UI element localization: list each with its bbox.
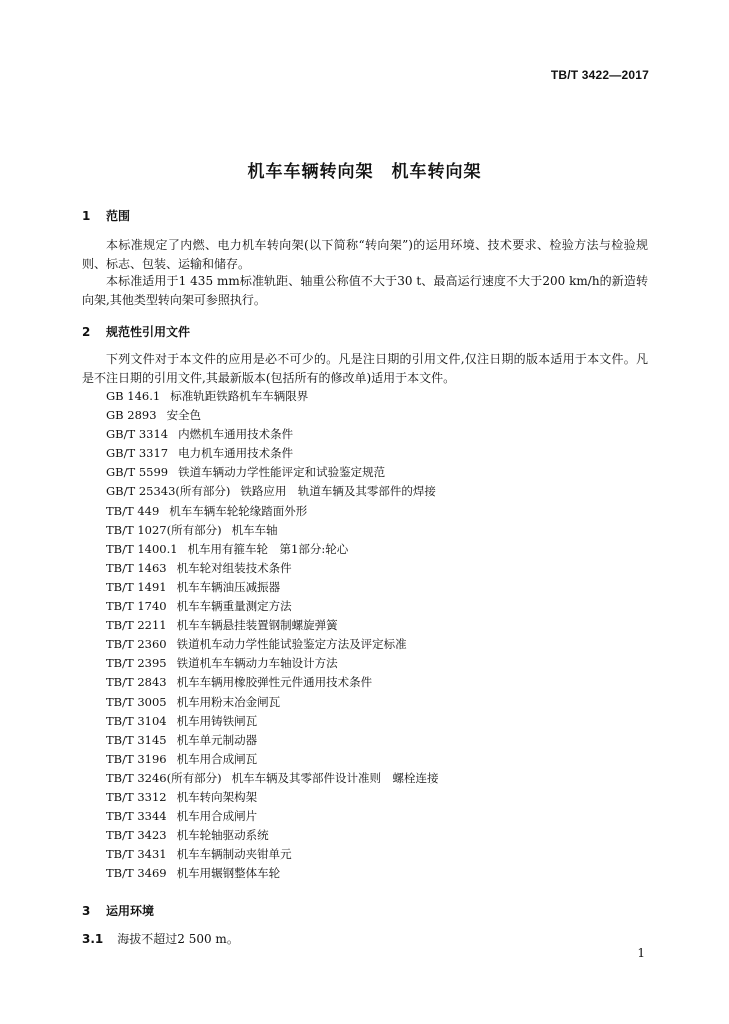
page-number: 1	[637, 946, 645, 960]
reference-code: GB 146.1	[106, 389, 161, 403]
reference-title: 机车单元制动器	[176, 732, 258, 747]
reference-title: 铁路应用 轨道车辆及其零部件的焊接	[240, 484, 436, 499]
reference-code: TB/T 3005	[106, 694, 167, 709]
reference-title: 机车车辆用橡胶弹性元件通用技术条件	[176, 675, 373, 690]
reference-item	[106, 616, 646, 635]
reference-title: 铁道机车动力学性能试验鉴定方法及评定标准	[176, 637, 407, 652]
section-number: 2	[82, 325, 91, 339]
reference-title: 标准轨距铁路机车车辆限界	[170, 389, 309, 403]
reference-code: GB/T 3314	[106, 427, 169, 442]
clause-3-1	[82, 930, 239, 947]
reference-code: TB/T 1463	[106, 560, 167, 575]
section-number: 3	[82, 904, 91, 918]
reference-item	[106, 731, 646, 750]
section-2-heading	[82, 323, 190, 340]
section-number: 1	[82, 209, 91, 223]
reference-title: 机车用辗钢整体车轮	[176, 866, 281, 881]
reference-code: TB/T 3246(所有部分)	[106, 770, 222, 785]
reference-item	[106, 864, 646, 883]
reference-title: 机车转向架构架	[176, 789, 258, 804]
reference-title: 机车用粉末冶金闸瓦	[176, 694, 281, 709]
reference-title: 安全色	[166, 408, 202, 423]
reference-code: TB/T 449	[106, 503, 160, 518]
section-3-heading	[82, 902, 154, 919]
clause-text: 海拔不超过2 500 m。	[117, 932, 239, 946]
reference-code: TB/T 1491	[106, 579, 167, 594]
reference-item	[106, 635, 646, 654]
reference-item	[106, 444, 646, 463]
reference-code: GB/T 3317	[106, 446, 169, 461]
reference-title: 铁道机车车辆动力车轴设计方法	[176, 656, 338, 671]
reference-item	[106, 750, 646, 769]
reference-item	[106, 578, 646, 597]
section-1-heading	[82, 207, 130, 224]
section-title: 运用环境	[106, 904, 155, 918]
reference-code: TB/T 3104	[106, 713, 167, 728]
reference-title: 机车用有箍车轮 第1部分:轮心	[187, 541, 349, 556]
document-title: 机车车辆转向架 机车转向架	[247, 162, 482, 182]
reference-title: 机车轮对组装技术条件	[176, 560, 292, 575]
reference-item	[106, 712, 646, 731]
clause-number: 3.1	[82, 932, 104, 946]
reference-code: TB/T 2211	[106, 618, 167, 633]
reference-item	[106, 425, 646, 444]
reference-code: TB/T 2360	[106, 637, 167, 652]
reference-title: 内燃机车通用技术条件	[178, 427, 294, 442]
reference-title: 机车用合成闸瓦	[176, 751, 258, 766]
section-title: 规范性引用文件	[106, 325, 191, 339]
reference-title: 机车车辆重量测定方法	[176, 599, 292, 614]
reference-code: TB/T 3312	[106, 789, 167, 804]
reference-code: TB/T 2395	[106, 656, 167, 671]
reference-code: TB/T 3145	[106, 732, 167, 747]
reference-item	[106, 597, 646, 616]
section-title: 范围	[106, 209, 131, 223]
reference-code: GB/T 5599	[106, 465, 169, 480]
reference-code: TB/T 2843	[106, 675, 167, 690]
reference-item	[106, 769, 646, 788]
reference-item	[106, 463, 646, 482]
reference-item	[106, 673, 646, 692]
scope-paragraph-1: 本标准规定了内燃、电力机车转向架(以下简称“转向架”)的运用环境、技术要求、检验方法与检验规则、标志、包装、运输和储存。	[82, 238, 648, 271]
reference-item	[106, 540, 646, 559]
reference-item	[106, 845, 646, 864]
reference-item	[106, 521, 646, 540]
reference-code: TB/T 1027(所有部分)	[106, 522, 222, 537]
reference-item	[106, 559, 646, 578]
reference-title: 机车车轴	[231, 522, 278, 537]
reference-code: TB/T 3196	[106, 751, 167, 766]
reference-code: TB/T 1740	[106, 599, 167, 614]
reference-code: TB/T 1400.1	[106, 541, 178, 556]
reference-code: TB/T 3423	[106, 828, 167, 843]
reference-item	[106, 693, 646, 712]
reference-item	[106, 807, 646, 826]
reference-code: TB/T 3344	[106, 809, 167, 824]
normative-intro: 下列文件对于本文件的应用是必不可少的。凡是注日期的引用文件,仅注日期的版本适用于本文件。凡是不注日期的引用文件,其最新版本(包括所有的修改单)适用于本文件。	[82, 352, 648, 385]
scope-paragraph-2: 本标准适用于1 435 mm标准轨距、轴重公称值不大于30 t、最高运行速度不大于200 km/h的新造转向架,其他类型转向架可参照执行。	[82, 274, 648, 307]
reference-title: 机车车辆油压减振器	[176, 579, 281, 594]
reference-title: 机车轮轴驱动系统	[176, 828, 269, 843]
reference-code: GB 2893	[106, 408, 157, 423]
reference-code: GB/T 25343(所有部分)	[106, 484, 231, 499]
reference-title: 机车用铸铁闸瓦	[176, 713, 258, 728]
reference-title: 电力机车通用技术条件	[178, 446, 294, 461]
reference-title: 机车车辆车轮轮缘踏面外形	[169, 503, 308, 518]
reference-code: TB/T 3431	[106, 847, 167, 862]
document-code: TB/T 3422—2017	[550, 68, 649, 82]
reference-item	[106, 826, 646, 845]
reference-list	[106, 387, 646, 883]
reference-title: 机车车辆悬挂装置钢制螺旋弹簧	[176, 618, 338, 633]
reference-item	[106, 482, 646, 501]
reference-item	[106, 788, 646, 807]
reference-title: 机车车辆及其零部件设计准则 螺栓连接	[231, 770, 439, 785]
reference-title: 机车车辆制动夹钳单元	[176, 847, 292, 862]
reference-code: TB/T 3469	[106, 866, 167, 881]
reference-title: 铁道车辆动力学性能评定和试验鉴定规范	[178, 465, 386, 480]
reference-item	[106, 502, 646, 521]
reference-title: 机车用合成闸片	[176, 809, 258, 824]
reference-item	[106, 654, 646, 673]
reference-item	[106, 387, 646, 406]
reference-item	[106, 406, 646, 425]
